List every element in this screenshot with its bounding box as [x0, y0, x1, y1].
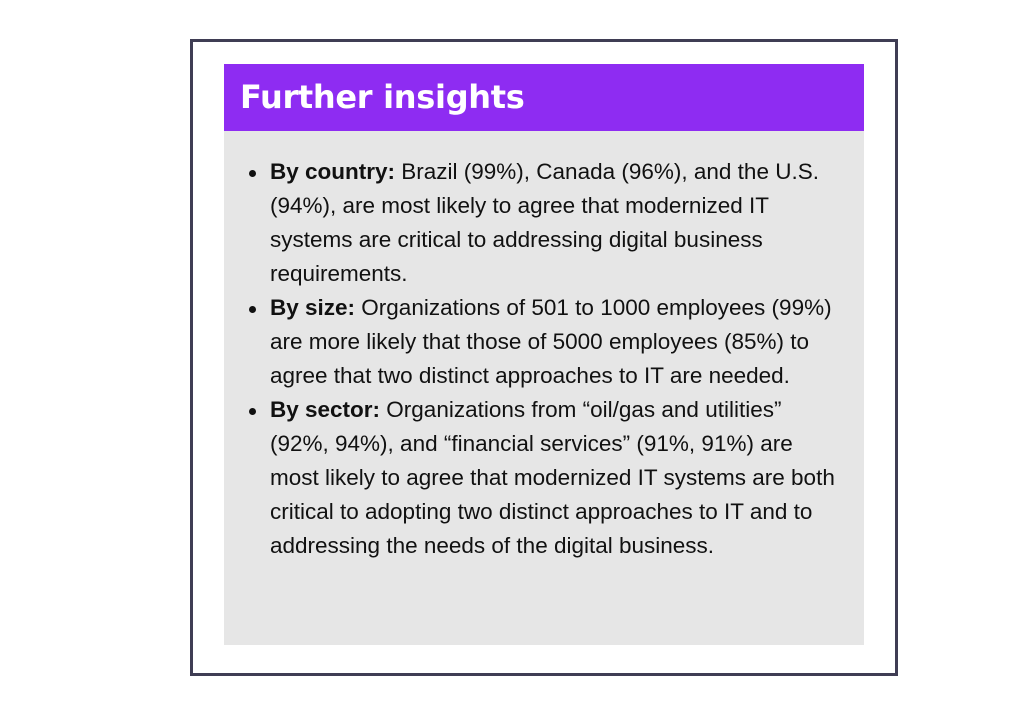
bullet-icon: [249, 170, 256, 177]
insight-lead: By size:: [270, 295, 356, 320]
insight-by-sector: [270, 393, 840, 563]
insight-by-country: [270, 155, 840, 291]
insights-card: [224, 64, 864, 645]
bullet-icon: [249, 408, 256, 415]
insights-list: [224, 155, 864, 563]
card-title: Further insights: [240, 78, 525, 116]
insight-text: Organizations from “oil/gas and utilities” (92%, 94%), and “financial services” (91%, 91%) are most likely to agree that modernized IT systems are both critical to adopting two distinct approaches to IT and to addressing the needs of the digital business.: [270, 397, 835, 558]
insight-lead: By country:: [270, 159, 396, 184]
bullet-icon: [249, 306, 256, 313]
insight-lead: By sector:: [270, 397, 381, 422]
insight-text: Brazil (99%), Canada (96%), and the U.S. (94%), are most likely to agree that modernized IT systems are critical to addressing digital business requirements.: [270, 159, 819, 286]
insight-by-size: [270, 291, 840, 393]
insight-text: Organizations of 501 to 1000 employees (99%) are more likely that those of 5000 employees (85%) to agree that two distinct approaches to IT are needed.: [270, 295, 832, 388]
card-header: [224, 64, 864, 131]
